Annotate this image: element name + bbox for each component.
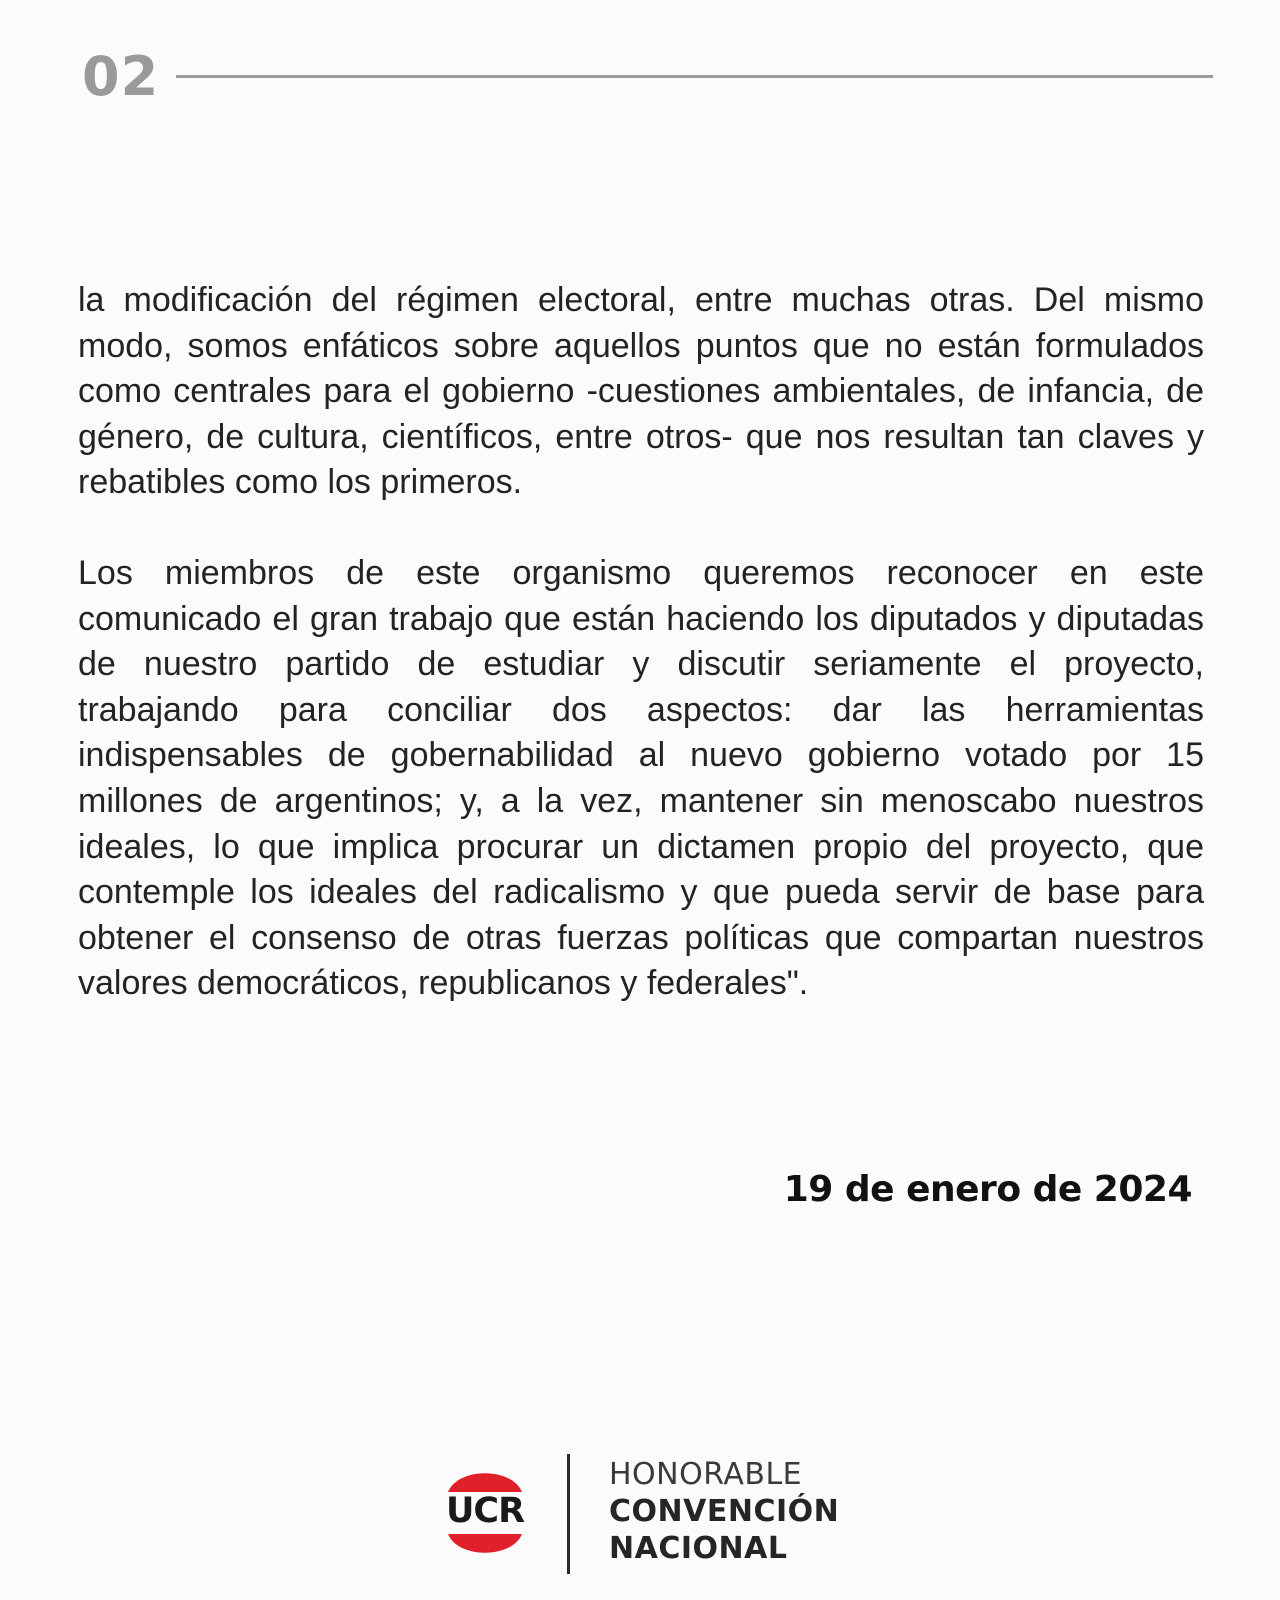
ucr-red-bottom-shape: [448, 1534, 522, 1553]
paragraph-2: Los miembros de este organismo queremos reconocer en este comunicado el gran trabajo que están haciendo los diputados y diputadas de nuestro partido de estudiar y discutir seriamente el proyecto, trabajando para conciliar dos aspectos: dar las herramientas indispensables de gobernabilidad al nuevo gobierno votado por 15 millones de argentinos; y, a la vez, mantener sin menoscabo nuestros ideales, lo que implica procurar un dictamen propio del proyecto, que contemple los ideales del radicalismo y que pueda servir de base para obtener el consenso de otras fuerzas políticas que compartan nuestros valores democráticos, republicanos y federales".: [78, 553, 1204, 1003]
document-date: 19 de enero de 2024: [783, 1169, 1192, 1210]
organization-name-line-1: HONORABLE: [609, 1457, 803, 1492]
organization-name-line-3: NACIONAL: [609, 1531, 788, 1566]
document-body: [78, 278, 1204, 1007]
ucr-logo-text: UCR: [445, 1491, 525, 1531]
footer-logo: [438, 1450, 878, 1580]
page-number: 02: [82, 45, 160, 108]
logo-divider: [567, 1454, 570, 1574]
organization-name: [609, 1456, 839, 1567]
paragraph-1: la modificación del régimen electoral, entre muchas otras. Del mismo modo, somos enfáticos sobre aquellos puntos que no están formulados como centrales para el gobierno -cuestiones ambientales, de infancia, de género, de cultura, científicos, entre otros- que nos resultan tan claves y rebatibles como los primeros.: [78, 281, 1204, 502]
header-divider: [176, 75, 1213, 78]
ucr-red-top-shape: [448, 1473, 522, 1492]
organization-name-line-2: CONVENCIÓN: [609, 1494, 840, 1529]
